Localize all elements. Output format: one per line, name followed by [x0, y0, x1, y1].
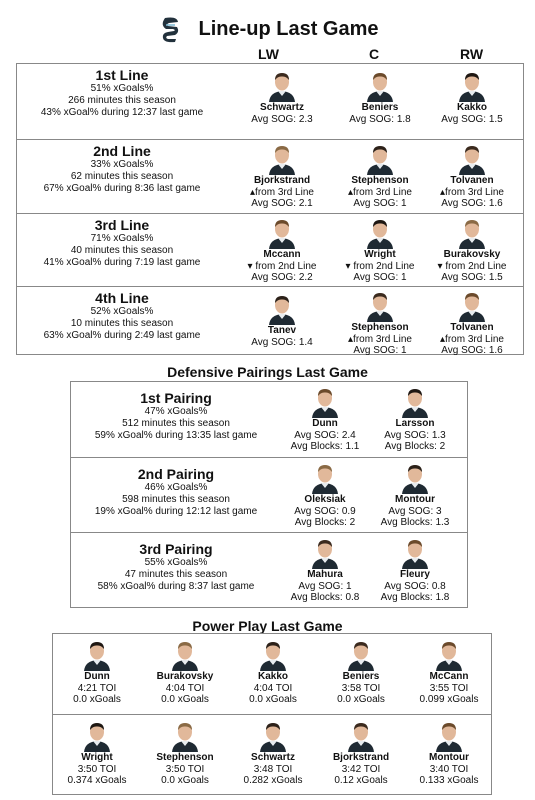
player-line-change: ▴from 3rd Line [348, 334, 412, 345]
line-last-game: 41% xGoal% during 7:19 last game [43, 257, 201, 268]
player-toi: 3:58 TOI [341, 683, 381, 694]
line-xgoals: 52% xGoals% [90, 306, 154, 317]
pairing-row [71, 382, 467, 457]
player-headshot [266, 141, 298, 175]
column-header-c: C [369, 46, 380, 62]
forward-lines-table [16, 63, 524, 355]
defensive-pairings-table [70, 381, 468, 608]
player-avg-sog: Avg SOG: 3 [388, 506, 442, 517]
player-avg-blocks: Avg Blocks: 2 [294, 517, 356, 528]
pairing-name: 3rd Pairing [139, 541, 213, 557]
line-xgoals: 51% xGoals% [90, 83, 154, 94]
pairing-minutes: 598 minutes this season [122, 494, 230, 505]
power-play-table [52, 633, 492, 795]
player-card [430, 68, 514, 125]
player-xgoals: 0.12 xGoals [334, 775, 388, 786]
player-name: Wright [81, 752, 113, 763]
player-avg-blocks: Avg Blocks: 0.8 [290, 592, 360, 603]
player-headshot [309, 384, 341, 418]
player-headshot [169, 637, 201, 671]
player-headshot [364, 215, 396, 249]
player-avg-sog: Avg SOG: 1.5 [441, 114, 503, 125]
player-name: Stephenson [351, 322, 409, 333]
defense-section-title: Defensive Pairings Last Game [167, 364, 368, 380]
pairing-last-game: 58% xGoal% during 8:37 last game [97, 581, 255, 592]
line-summary [17, 217, 227, 269]
player-toi: 3:42 TOI [341, 764, 381, 775]
player-name: Stephenson [351, 175, 409, 186]
player-card [430, 141, 514, 209]
player-avg-sog: Avg SOG: 1.6 [441, 198, 503, 209]
player-toi: 3:40 TOI [429, 764, 469, 775]
player-name: Bjorkstrand [332, 752, 390, 763]
player-line-change: ▾ from 2nd Line [437, 261, 507, 272]
player-card [338, 68, 422, 125]
player-name: Stephenson [156, 752, 214, 763]
player-xgoals: 0.0 xGoals [73, 694, 121, 705]
player-card [283, 384, 367, 452]
player-name: Dunn [84, 671, 110, 682]
player-line-change: ▴from 3rd Line [440, 187, 504, 198]
player-card [338, 215, 422, 283]
power-play-player [409, 637, 489, 705]
player-toi: 3:50 TOI [165, 764, 205, 775]
player-avg-sog: Avg SOG: 2.2 [251, 272, 313, 283]
player-headshot [81, 637, 113, 671]
player-name: Schwartz [260, 102, 304, 113]
player-card [283, 535, 367, 603]
player-line-change: ▴from 3rd Line [250, 187, 314, 198]
player-avg-sog: Avg SOG: 1.8 [349, 114, 411, 125]
player-avg-blocks: Avg Blocks: 2 [384, 441, 446, 452]
power-play-player [145, 718, 225, 786]
line-row [17, 64, 523, 139]
player-avg-sog: Avg SOG: 0.8 [384, 581, 446, 592]
pairing-summary [71, 541, 281, 593]
line-name: 2nd Line [93, 143, 151, 159]
player-card [283, 460, 367, 528]
player-name: Larsson [395, 418, 435, 429]
player-name: Montour [429, 752, 469, 763]
pairing-minutes: 47 minutes this season [124, 569, 228, 580]
line-minutes: 40 minutes this season [70, 245, 174, 256]
player-avg-sog: Avg SOG: 1 [353, 272, 407, 283]
pairing-minutes: 512 minutes this season [122, 418, 230, 429]
player-avg-sog: Avg SOG: 1 [353, 198, 407, 209]
player-headshot [399, 384, 431, 418]
player-name: McCann [429, 671, 469, 682]
player-name: Burakovsky [443, 249, 501, 260]
page-title: Line-up Last Game [198, 17, 379, 40]
player-headshot [345, 718, 377, 752]
player-headshot [456, 215, 488, 249]
pairing-xgoals: 46% xGoals% [144, 482, 208, 493]
player-avg-sog: Avg SOG: 1.3 [384, 430, 446, 441]
player-name: Dunn [312, 418, 338, 429]
player-headshot [266, 68, 298, 102]
player-headshot [433, 637, 465, 671]
player-name: Tolvanen [450, 322, 494, 333]
player-xgoals: 0.374 xGoals [67, 775, 127, 786]
pairing-xgoals: 55% xGoals% [144, 557, 208, 568]
line-minutes: 62 minutes this season [70, 171, 174, 182]
player-name: Kakko [257, 671, 288, 682]
line-minutes: 266 minutes this season [68, 95, 176, 106]
page-header [0, 12, 535, 46]
line-summary [17, 67, 227, 119]
power-play-player [233, 637, 313, 705]
player-toi: 3:50 TOI [77, 764, 117, 775]
player-headshot [309, 535, 341, 569]
player-card [430, 288, 514, 356]
line-row [17, 213, 523, 287]
kraken-logo-icon [156, 14, 186, 44]
player-name: Mahura [307, 569, 343, 580]
player-name: Kakko [456, 102, 487, 113]
player-headshot [364, 288, 396, 322]
power-play-player [57, 718, 137, 786]
player-avg-sog: Avg SOG: 1 [298, 581, 352, 592]
player-xgoals: 0.0 xGoals [161, 694, 209, 705]
player-toi: 4:04 TOI [165, 683, 205, 694]
player-headshot [399, 460, 431, 494]
player-card [240, 291, 324, 348]
power-play-section-title: Power Play Last Game [192, 618, 343, 634]
player-xgoals: 0.133 xGoals [419, 775, 479, 786]
player-toi: 3:48 TOI [253, 764, 293, 775]
line-minutes: 10 minutes this season [70, 318, 174, 329]
player-xgoals: 0.282 xGoals [243, 775, 303, 786]
line-name: 4th Line [95, 290, 149, 306]
player-headshot [364, 68, 396, 102]
column-headers [0, 46, 535, 62]
player-toi: 4:04 TOI [253, 683, 293, 694]
player-avg-sog: Avg SOG: 2.1 [251, 198, 313, 209]
pairing-summary [71, 466, 281, 518]
player-avg-sog: Avg SOG: 1.4 [251, 337, 313, 348]
power-play-player [145, 637, 225, 705]
player-headshot [257, 718, 289, 752]
player-avg-blocks: Avg Blocks: 1.3 [380, 517, 450, 528]
player-name: Montour [395, 494, 435, 505]
power-play-player [321, 637, 401, 705]
player-card [240, 215, 324, 283]
line-last-game: 63% xGoal% during 2:49 last game [43, 330, 201, 341]
power-play-player [321, 718, 401, 786]
line-summary [17, 143, 227, 195]
pairing-row [71, 532, 467, 608]
column-header-lw: LW [258, 46, 279, 62]
player-card [240, 141, 324, 209]
player-headshot [169, 718, 201, 752]
player-headshot [364, 141, 396, 175]
player-headshot [257, 637, 289, 671]
power-play-player [233, 718, 313, 786]
player-avg-blocks: Avg Blocks: 1.1 [290, 441, 360, 452]
pairing-last-game: 59% xGoal% during 13:35 last game [94, 430, 258, 441]
player-xgoals: 0.0 xGoals [337, 694, 385, 705]
player-toi: 4:21 TOI [77, 683, 117, 694]
line-row [17, 139, 523, 214]
line-row [17, 286, 523, 355]
player-name: Beniers [361, 102, 399, 113]
pairing-name: 1st Pairing [140, 390, 212, 406]
player-line-change: ▴from 3rd Line [348, 187, 412, 198]
player-card [338, 141, 422, 209]
line-xgoals: 33% xGoals% [90, 159, 154, 170]
player-line-change: ▴from 3rd Line [440, 334, 504, 345]
player-name: Tanev [267, 325, 297, 336]
player-name: Burakovsky [156, 671, 214, 682]
player-xgoals: 0.099 xGoals [419, 694, 479, 705]
player-xgoals: 0.0 xGoals [249, 694, 297, 705]
player-avg-sog: Avg SOG: 2.3 [251, 114, 313, 125]
line-xgoals: 71% xGoals% [90, 233, 154, 244]
pairing-row [71, 457, 467, 533]
player-headshot [81, 718, 113, 752]
player-card [430, 215, 514, 283]
player-headshot [309, 460, 341, 494]
player-toi: 3:55 TOI [429, 683, 469, 694]
player-name: Tolvanen [450, 175, 494, 186]
player-card [373, 460, 457, 528]
column-header-rw: RW [460, 46, 484, 62]
line-name: 3rd Line [94, 217, 150, 233]
player-xgoals: 0.0 xGoals [161, 775, 209, 786]
player-avg-sog: Avg SOG: 1.5 [441, 272, 503, 283]
player-line-change: ▾ from 2nd Line [345, 261, 415, 272]
line-name: 1st Line [95, 67, 149, 83]
player-headshot [456, 68, 488, 102]
player-name: Wright [364, 249, 396, 260]
player-name: Mccann [263, 249, 301, 260]
power-play-player [409, 718, 489, 786]
player-headshot [266, 291, 298, 325]
player-card [373, 384, 457, 452]
player-name: Oleksiak [304, 494, 346, 505]
player-headshot [345, 637, 377, 671]
player-card [338, 288, 422, 356]
player-headshot [456, 288, 488, 322]
line-summary [17, 290, 227, 342]
player-name: Bjorkstrand [253, 175, 311, 186]
power-play-player [57, 637, 137, 705]
player-headshot [399, 535, 431, 569]
player-headshot [266, 215, 298, 249]
line-last-game: 43% xGoal% during 12:37 last game [40, 107, 204, 118]
player-card [373, 535, 457, 603]
player-avg-sog: Avg SOG: 2.4 [294, 430, 356, 441]
player-name: Beniers [342, 671, 380, 682]
player-headshot [433, 718, 465, 752]
pairing-name: 2nd Pairing [137, 466, 215, 482]
pairing-xgoals: 47% xGoals% [144, 406, 208, 417]
player-line-change: ▾ from 2nd Line [247, 261, 317, 272]
power-play-row [53, 634, 491, 714]
power-play-row [53, 714, 491, 795]
player-card [240, 68, 324, 125]
player-name: Schwartz [251, 752, 295, 763]
player-avg-blocks: Avg Blocks: 1.8 [380, 592, 450, 603]
player-avg-sog: Avg SOG: 1.6 [441, 345, 503, 356]
pairing-summary [71, 390, 281, 442]
player-avg-sog: Avg SOG: 0.9 [294, 506, 356, 517]
pairing-last-game: 19% xGoal% during 12:12 last game [94, 506, 258, 517]
player-avg-sog: Avg SOG: 1 [353, 345, 407, 356]
player-headshot [456, 141, 488, 175]
line-last-game: 67% xGoal% during 8:36 last game [43, 183, 201, 194]
player-name: Fleury [399, 569, 430, 580]
